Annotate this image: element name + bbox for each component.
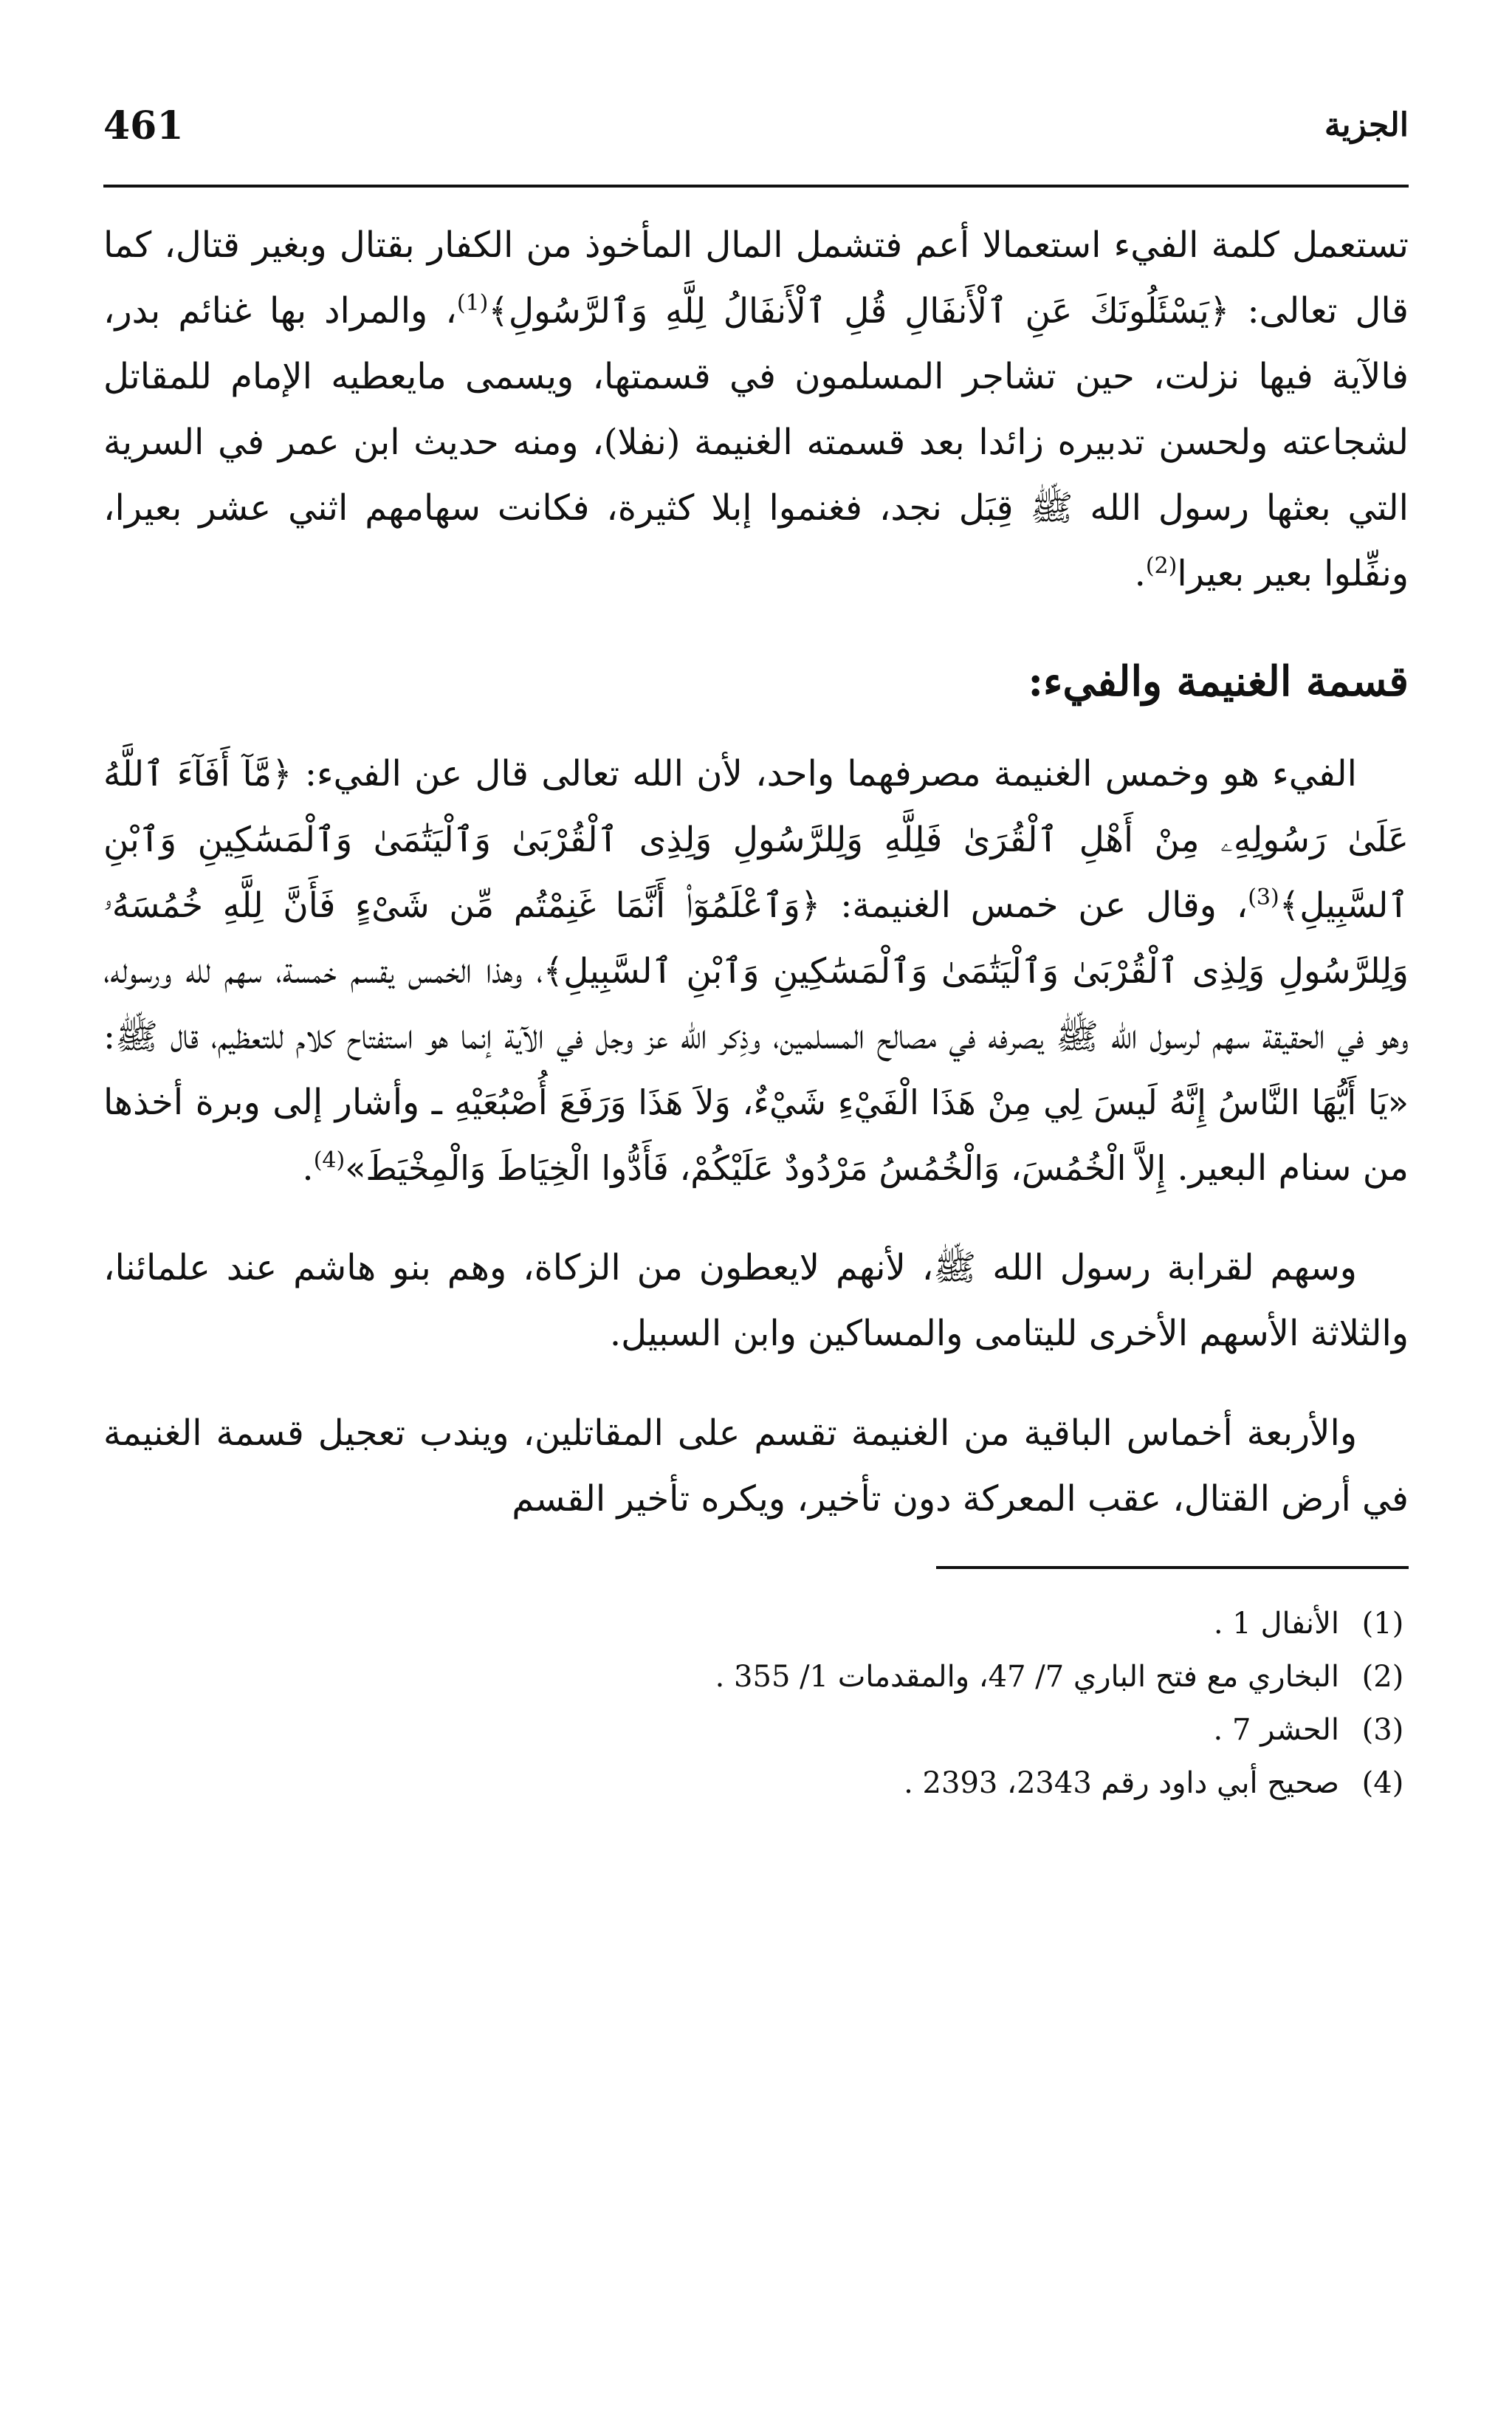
footnote-ref-4[interactable]: (4)	[313, 1147, 346, 1173]
footnote-text: الأنفال 1 .	[1213, 1607, 1339, 1641]
text-run: .	[302, 1147, 314, 1189]
section-heading: قسمة الغنيمة والفيء:	[1028, 657, 1409, 706]
text-run: ، والمراد بها غنائم بدر، فالآية فيها نزلت، حين تشاجر المسلمون في قسمتها، ويسمى مايعطيه الإمام للمقاتل لشجاعته ولحسن تدبيره زائدا بعد قسمته الغنيمة (نفلا)، ومنه حديث ابن عمر في السرية التي بعثها رسول الله ﷺ قِبَل نجد، فغنموا إبلا كثيرة، فكانت سهامهم اثني عشر بعيرا، ونفِّلوا بعير بعيرا	[103, 290, 1409, 594]
footnote-number: (3)	[1361, 1713, 1404, 1747]
text-run: ، وهذا الخمس يقسم خمسة، سهم لله ورسوله، وهو في الحقيقة سهم لرسول الله ﷺ يصرفه في مصالح المسلمين، وذِكر الله عز وجل في الآية إنما هو استفتاح كلام للتعظيم، قال ﷺ:	[103, 950, 1409, 1057]
footnote-number: (1)	[1361, 1607, 1404, 1641]
footnote-ref-1[interactable]: (1)	[456, 290, 489, 316]
footnote-text: صحيح أبي داود رقم 2343، 2393 .	[904, 1766, 1339, 1800]
footnote-divider	[936, 1566, 1409, 1569]
quran-verse-khums: ﴿وَٱعْلَمُوٓا۟ أَنَّمَا غَنِمْتُم مِّن شَىْءٍ فَأَنَّ لِلَّهِ خُمُسَهُۥ وَلِلرَّسُولِ وَلِذِى ٱلْقُرْبَىٰ وَٱلْيَتَٰمَىٰ وَٱلْمَسَٰكِينِ وَٱبْنِ ٱلسَّبِيلِ﴾	[103, 885, 1409, 992]
running-title: الجزية	[1324, 106, 1409, 144]
text-run: تستعمل كلمة الفيء استعمالا أعم فتشمل المال المأخوذ من الكفار بقتال وبغير قتال، كما قال تعالى:	[103, 224, 1409, 332]
hadith-quote: «يَا أَيُّهَا النَّاسُ إِنَّهُ لَيسَ لِي مِنْ هَذَا الْفَيْءِ شَيْءٌ، وَلاَ هَذَا وَرَفَعَ أُصْبُعَيْهِ	[454, 1082, 1409, 1122]
footnote-ref-2[interactable]: (2)	[1145, 553, 1178, 579]
footnote-ref-3[interactable]: (3)	[1248, 885, 1279, 910]
footnote-item	[103, 1703, 1409, 1757]
footnote-number: (2)	[1361, 1660, 1404, 1694]
page-header	[103, 96, 1409, 188]
footnote-text: الحشر 7 .	[1213, 1713, 1339, 1747]
paragraph-distribution	[103, 741, 1409, 1201]
text-run: ، وقال عن خمس الغنيمة:	[820, 885, 1248, 926]
paragraph-kin-share: وسهم لقرابة رسول الله ﷺ، لأنهم لايعطون من الزكاة، وهم بنو هاشم عند علمائنا، والثلاثة الأسهم الأخرى لليتامى والمساكين وابن السبيل.	[103, 1247, 1409, 1354]
body-text	[103, 213, 1409, 1532]
paragraph-remaining-fifths: والأربعة أخماس الباقية من الغنيمة تقسم على المقاتلين، ويندب تعجيل قسمة الغنيمة في أرض القتال، عقب المعركة دون تأخير، ويكره تأخير القسم	[103, 1412, 1409, 1520]
footnote-item	[103, 1757, 1409, 1810]
footnote-item	[103, 1597, 1409, 1650]
footnote-item	[103, 1650, 1409, 1703]
quran-verse-anfal: ﴿يَسْئَلُونَكَ عَنِ ٱلْأَنفَالِ قُلِ ٱلْأَنفَالُ لِلَّهِ وَٱلرَّسُولِ﴾	[488, 291, 1230, 332]
footnote-text: البخاري مع فتح الباري 7/ 47، والمقدمات 1/ 355 .	[715, 1660, 1339, 1694]
text-run: ـ وأشار إلى وبرة أخذها من سنام البعير.	[103, 1082, 1409, 1189]
book-page	[103, 96, 1409, 2326]
text-run: .	[1134, 553, 1146, 594]
footnote-number: (4)	[1361, 1766, 1404, 1800]
hadith-quote: إِلاَّ الْخُمُسَ، وَالْخُمُسُ مَرْدُودٌ عَلَيْكُمْ، فَأَدُّوا الْخِيَاطَ وَالْمِخْيَطَ»	[345, 1148, 1166, 1188]
page-number: 461	[103, 103, 184, 148]
paragraph-fay-usage	[103, 213, 1409, 607]
text-run: الفيء هو وخمس الغنيمة مصرفهما واحد، لأن الله تعالى قال عن الفيء:	[292, 753, 1357, 794]
footnotes-list	[103, 1597, 1409, 1810]
quran-verse-hashr: ﴿مَّآ أَفَآءَ ٱللَّهُ عَلَىٰ رَسُولِهِۦ مِنْ أَهْلِ ٱلْقُرَىٰ فَلِلَّهِ وَلِلرَّسُولِ وَلِذِى ٱلْقُرْبَىٰ وَٱلْيَتَٰمَىٰ وَٱلْمَسَٰكِينِ وَٱبْنِ ٱلسَّبِيلِ﴾	[103, 754, 1409, 926]
